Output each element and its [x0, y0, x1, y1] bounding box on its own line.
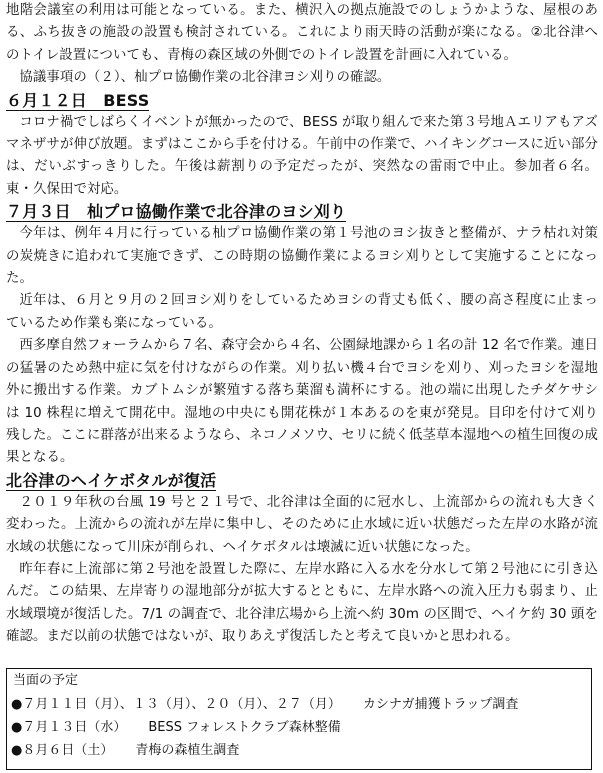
section-paragraph: 昨年春に上流部に第２号池を設置した際に、左岸水路に入る水を分水して第２号池にに引き込んだ。この結果、左岸寄りの湿地部分が拡大するとともに、左岸水路への流入圧力も弱まり、止水域環境が復活した。7/1 の調査で、北谷津広場から上流へ約 30m の区間で、ヘイケ約 30 頭を確認。まだ以前の状態ではないが、取りあえず復活したと考えて良いかと思われる。: [6, 561, 598, 645]
schedule-item: [11, 693, 587, 716]
section-paragraph: 今年は、例年４月に行っている杣プロ協働作業の第１号池のヨシ抜きと整備が、ナラ枯れ対策の炭焼きに追われて実施できず、この時期の協働作業によるヨシ刈りとして実施することになった。: [6, 226, 598, 287]
schedule-date: ●７月１３日（水）: [11, 720, 127, 735]
schedule-event: 青梅の森植生調査: [135, 743, 240, 758]
section-paragraph: 近年は、６月と９月の２回ヨシ刈りをしているためヨシの背丈も低く、腰の高さ程度に止まっているため作業も楽になっている。: [6, 293, 598, 331]
schedule-event: カシナガ捕獲トラップ調査: [362, 697, 519, 712]
section-paragraph: コロナ禍でしばらくイベントが無かったので、BESS が取り組んで来た第３号地Ａエリアもアズマネザサが伸び放題。まずはここから手を付ける。午前中の作業で、ハイキングコースに近い部分は、だいぶすっきりした。午後は薪割りの予定だったが、突然なの雷雨で中止。参加者６名。東・久保田で対応。: [6, 114, 598, 197]
schedule-box: [6, 668, 592, 770]
intro-paragraph: 地階会議室の利用は可能となっている。また、横沢入の拠点施設でのしょうかような、屋根のある、ふち抜きの施設の設置も検討されている。これにより雨天時の活動が楽になる。②北谷津へのトイレ設置についても、青梅の森区域の外側でのトイレ設置を計画に入れている。: [6, 3, 598, 63]
schedule-event: BESS フォレストクラブ森林整備: [148, 720, 341, 735]
intro-paragraph: 協議事項の（２）、杣プロ協働作業の北谷津ヨシ刈りの確認。: [19, 70, 391, 86]
section-heading: ６月１２日 BESS: [6, 90, 150, 110]
schedule-item: [11, 739, 587, 762]
section-heading: 北谷津のヘイケボタルが復活: [6, 470, 217, 490]
section-heading: ７月３日 杣プロ協働作業で北谷津のヨシ刈り: [6, 202, 347, 222]
schedule-item: [11, 716, 587, 739]
schedule-title: 当面の予定: [13, 673, 79, 688]
schedule-date: ●８月６日（土）: [11, 743, 114, 758]
schedule-date: ●７月１１日（月）、１３（月）、２０（月）、２７（月）: [11, 697, 341, 712]
section-paragraph: 西多摩自然フォーラムから７名、森守会から４名、公園緑地課から１名の計 12 名で作業。連日の猛暑のため熱中症に気を付けながらの作業。刈り払い機４台でヨシを刈り、刈ったヨシを湿地外に搬出する作業。カブトムシが繁殖する落ち葉溜も満杯にする。池の端に出現したチダケサシは 10 株程に増えて開花中。湿地の中央にも開花株が１本あるのを東が発見。目印を付けて刈り残した。ここに群落が出来るようなら、ネコノメソウ、セリに続く低茎草本湿地への植生回復の成果となる。: [6, 338, 598, 466]
document-body: [6, 0, 598, 649]
section-paragraph: ２０１９年秋の台風 19 号と２１号で、北谷津は全面的に冠水し、上流部からの流れも大きく変わった。上流からの流れが左岸に集中し、そのために止水域に近い状態だった左岸の水路が流水域の状態になって川床が削られ、ヘイケボタルは壊滅に近い状態になった。: [6, 494, 598, 555]
